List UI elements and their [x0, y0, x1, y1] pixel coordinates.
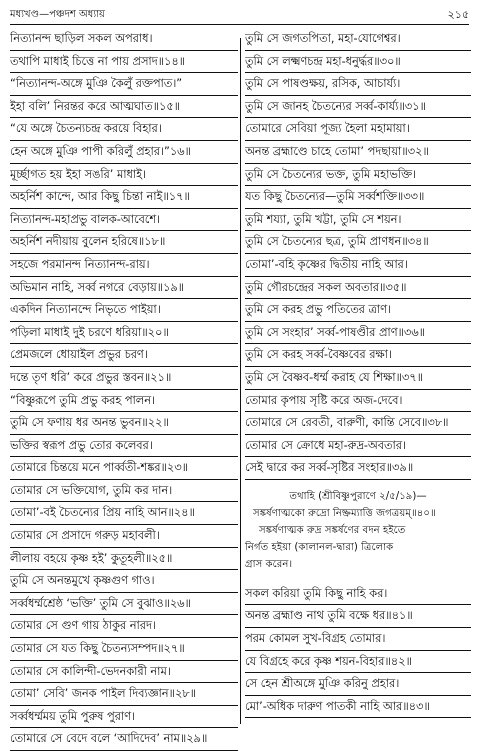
verse-line: মো’-অধিক দারুণ পাতকী নাহি আর॥৪৩॥	[245, 696, 471, 719]
verse-line: তোমা’-বহি কৃষ্ণের দ্বিতীয় নাহি আর।	[245, 254, 471, 277]
gloss-line: সঙ্কর্ষণাত্মক রুদ্র সঙ্কর্ষণের বদন হইতে	[259, 524, 406, 536]
verse-line: তুমি সে বৈষ্ণব-ধর্ম্ম করাহ যে শিক্ষা॥৩৭॥	[245, 367, 471, 390]
verse-line: অনন্ত ব্রহ্মাণ্ড নাথ তুমি বক্ষে ধর॥৪১॥	[245, 605, 471, 628]
gloss-line: নির্গত হইয়া (কালানল-দ্বারা) ত্রিলোক	[245, 541, 394, 553]
page-number: ২১৫	[447, 8, 469, 21]
right-column	[245, 28, 471, 718]
verse-line: তুমি শয্যা, তুমি খট্টা, তুমি সে শয়ন।	[245, 209, 471, 232]
verse-line: তুমি সে করহ সর্ব্ব-বৈষ্ণবের রক্ষা।	[245, 344, 471, 367]
verse-line: তুমি গৌরচন্দ্রের সকল অবতার॥৩৫॥	[245, 277, 471, 300]
verse-line: একদিন নিত্যানন্দে নিভৃতে পাইয়া।	[10, 299, 238, 322]
verse-line: তোমার সে যত কিছু চৈতন্যসম্পদ॥২৭॥	[10, 638, 238, 661]
verse-line: অভিমান নাহি, সর্ব্ব নগরে বেড়ায়॥১৯॥	[10, 277, 238, 300]
quote-source: তথাহি (শ্রীবিষ্ণুপুরাণে ২/৫/১৯)—	[289, 490, 427, 502]
verse-line: তোমা’-বই চৈতন্যের প্রিয় নাহি আন॥২৪॥	[10, 502, 238, 525]
verse-line: তোমার সে গুণ গায় ঠাকুর নারদ।	[10, 615, 238, 638]
verse-line: তুমি সে অনন্তমুখে কৃষ্ণগুণ গাও।	[10, 570, 238, 593]
verse-line: তুমি সে জগতপিতা, মহা-যোগেশ্বর।	[245, 28, 471, 51]
gloss-line: গ্রাস করেন।	[245, 558, 293, 570]
verse-line: হেন অঙ্গে মুঞি পাপী করিলুঁ প্রহার।”১৬॥	[10, 141, 238, 164]
verse-line: তোমারে সেবিয়া পূজ্য হৈলা মহামায়া।	[245, 118, 471, 141]
verse-line: পড়িলা মাধাই দুই চরণে ধরিয়া॥২০॥	[10, 322, 238, 345]
verse-line: তোমার সে কালিন্দী-ভেদনকারী নাম।	[10, 661, 238, 684]
verse-line: যে বিগ্রহে করে কৃষ্ণ শয়ন-বিহার॥৪২॥	[245, 651, 471, 674]
scripture-quote-block	[245, 480, 471, 583]
left-column	[10, 28, 238, 751]
verse-line: সেই দ্বারে কর সর্ব্ব-সৃষ্টির সংহার॥৩৯॥	[245, 457, 471, 480]
verse-line: ভক্তির স্বরূপ প্রভু তোর কলেবর।	[10, 435, 238, 458]
verse-line: নিত্যানন্দ ছাড়িল সকল অপরাধ।	[10, 28, 238, 51]
verse-line: তুমি সে চৈতন্যের ভক্ত, তুমি মহাভক্তি।	[245, 164, 471, 187]
verse-line: তথাপি মাধাই চিত্তে না পায় প্রসাদ॥১৪॥	[10, 51, 238, 74]
verse-line: তুমি সে লক্ষ্মণচন্দ্র মহা-ধনুর্দ্ধর॥৩০॥	[245, 51, 471, 74]
verse-line: ইহা বলি’ নিরন্তর করে আত্মঘাত॥১৫॥	[10, 96, 238, 119]
running-title: মধ্যখণ্ড—পঞ্চদশ অধ্যায়	[10, 9, 105, 20]
verse-line: তুমি সে পাষণ্ডক্ষয়, রসিক, আচার্য্য।	[245, 73, 471, 96]
verse-line: তোমা’ সেবি’ জনক পাইল দিব্যজ্ঞান॥২৮॥	[10, 683, 238, 706]
verse-line: তোমার সে ক্রোধে মহা-রুদ্র-অবতার।	[245, 435, 471, 458]
verse-line: তুমি সে সংহার’ সর্ব্ব-পাষণ্ডীর প্রাণ॥৩৬॥	[245, 322, 471, 345]
verse-line: সকল করিয়া তুমি কিছু নাহি কর।	[245, 583, 471, 606]
verse-line: যত কিছু চৈতন্যের—তুমি সর্ব্বশক্তি॥৩৩॥	[245, 186, 471, 209]
verse-line: তোমারে সে রেবতী, বারুণী, কান্তি সেবে॥৩৮॥	[245, 412, 471, 435]
verse-line: তুমি সে ফণায় ধর অনন্ত ভুবন॥২২॥	[10, 412, 238, 435]
verse-line: তুমি সে করহ প্রভু পতিতের ত্রাণ।	[245, 299, 471, 322]
verse-line: মূর্চ্ছাগত হয় ইহা সঙরি’ মাধাই।	[10, 164, 238, 187]
page-header	[10, 6, 469, 24]
verse-line: সর্ব্বধর্ম্মময় তুমি পুরুষ পুরাণ।	[10, 706, 238, 729]
verse-line: সে হেন শ্রীঅঙ্গে মুঞি করিনু প্রহার।	[245, 673, 471, 696]
verse-line: প্রেমজলে ধোয়াইল প্রভুর চরণ।	[10, 344, 238, 367]
header-rule	[10, 24, 469, 25]
verse-line: “বিষ্ণুরূপে তুমি প্রভু করহ পালন।	[10, 390, 238, 413]
verse-line: তোমারে চিন্তয়ে মনে পার্ব্বতী-শঙ্কর॥২৩॥	[10, 457, 238, 480]
verse-line: তুমি সে চৈতন্যের ছত্র, তুমি প্রাণধন॥৩৪॥	[245, 231, 471, 254]
verse-line: অহর্নিশ নদীয়ায় বুলেন হরিষে॥১৮॥	[10, 231, 238, 254]
verse-line: তোমারে সে বেদে বলে ‘আদিদেব’ নাম॥২৯॥	[10, 728, 238, 751]
verse-line: “নিত্যানন্দ-অঙ্গে মুঞি কৈলুঁ রক্তপাত।”	[10, 73, 238, 96]
verse-line: সহজে পরমানন্দ নিত্যানন্দ-রায়।	[10, 254, 238, 277]
verse-line: তোমার কৃপায় সৃষ্টি করে অজ-দেবে।	[245, 390, 471, 413]
verse-line: অহর্নিশ কান্দে, আর কিছু চিন্তা নাই॥১৭॥	[10, 186, 238, 209]
verse-line: “যে অঙ্গে চৈতন্যচন্দ্র করয়ে বিহার।	[10, 118, 238, 141]
verse-line: সর্ব্বধর্ম্মশ্রেষ্ঠ ‘ভক্তি’ তুমি সে বুঝাও॥২৬॥	[10, 593, 238, 616]
verse-line: তোমার সে ভক্তিযোগ, তুমি কর দান।	[10, 480, 238, 503]
verse-line: তোমার সে প্রসাদে গরুড় মহাবলী।	[10, 525, 238, 548]
verse-line: লীলায় বহয়ে কৃষ্ণ হই’ কুতূহলী॥২৫॥	[10, 548, 238, 571]
sanskrit-verse: সঙ্কর্ষণাত্মকো রুদ্রো নিষ্ক্রম্যাত্তি জগত্রয়ম্॥৪০॥	[253, 507, 436, 519]
verse-line: তুমি সে জানহ চৈতন্যের সর্ব্ব-কার্য্য॥৩১॥	[245, 96, 471, 119]
verse-line: নিত্যানন্দ-মহাপ্রভু বালক-আবেশে।	[10, 209, 238, 232]
verse-line: অনন্ত ব্রহ্মাণ্ডে চাহে তোমা’ পদছায়া॥৩২॥	[245, 141, 471, 164]
column-divider	[240, 38, 241, 724]
verse-line: দন্তে তৃণ ধরি’ করে প্রভুর স্তবন॥২১॥	[10, 367, 238, 390]
verse-line: পরম কোমল সুখ-বিগ্রহ তোমার।	[245, 628, 471, 651]
